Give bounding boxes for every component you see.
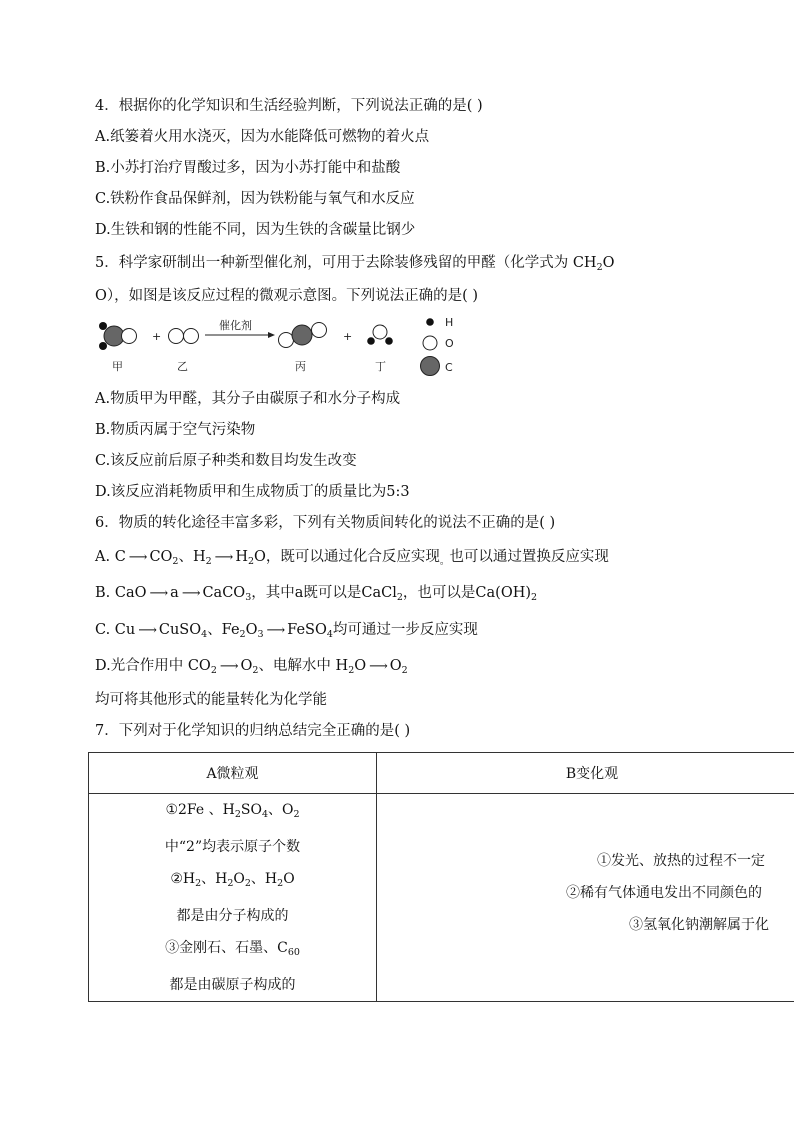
- q7-a-item3-line2: 都是由碳原子构成的: [169, 977, 296, 993]
- plus-1: +: [152, 330, 162, 343]
- q6-stem: 6．物质的转化途径丰富多彩，下列有关物质间转化的说法不正确的是( ): [95, 515, 556, 531]
- legend-o-atom: [423, 336, 437, 350]
- q7-a-item3: ③金刚石、石墨、$C_{60}$: [165, 940, 300, 958]
- molecule-bing: [279, 323, 327, 348]
- q7-a-item1-line2: 中“2”均表示原子个数: [164, 839, 301, 855]
- q5-option-b: B.物质丙属于空气污染物: [95, 422, 256, 438]
- q5-stem-line2: O），如图是该反应过程的微观示意图。下列说法正确的是( ): [95, 288, 479, 304]
- q6-option-b: B. CaO ⟶ a ⟶ CaCO$_3$，其中a既可以是CaCl$_2$，也可以是$Ca(OH)_2$: [95, 585, 538, 603]
- q5-stem-line1: 5．科学家研制出一种新型催化剂，可用于去除装修残留的甲醛（化学式为 $CH_2O$: [95, 255, 615, 273]
- q7-table: [88, 752, 794, 1002]
- q7-b-item2: ②稀有气体通电发出不同颜色的: [566, 885, 762, 901]
- q6-option-c: C. Cu ⟶ CuSO$_4$、$Fe_2O_3$ ⟶ FeSO$_4$均可通过一步反应实现: [95, 622, 478, 640]
- q4-option-d: D.生铁和钢的性能不同，因为生铁的含碳量比钢少: [95, 222, 416, 238]
- q6-option-a: A. C ⟶ $CO_2$、$H_2$ ⟶ $H_2O$，既可以通过化合反应实现$_。$也可以通过置换反应实现: [95, 549, 609, 567]
- atom-legend: [420, 316, 480, 378]
- q7-stem: 7．下列对于化学知识的归纳总结完全正确的是( ): [95, 723, 411, 739]
- label-jia: 甲: [112, 360, 123, 373]
- molecule-yi: [169, 329, 199, 344]
- label-ding: 丁: [375, 360, 386, 373]
- q7-a-item1: ①2Fe 、$H_2SO_4$、$O_2$: [165, 802, 300, 820]
- q4-option-a: A.纸篓着火用水浇灭，因为水能降低可燃物的着火点: [95, 129, 430, 145]
- catalyst-label: 催化剂: [219, 319, 252, 332]
- q4-option-c: C.铁粉作食品保鲜剂，因为铁粉能与氧气和水反应: [95, 191, 415, 207]
- legend-c-label: C: [445, 361, 453, 374]
- q7-header-a: A微粒观: [89, 753, 377, 794]
- q7-b-item1: ①发光、放热的过程不一定: [597, 853, 765, 869]
- label-yi: 乙: [177, 360, 188, 373]
- q5-option-c: C.该反应前后原子种类和数目均发生改变: [95, 453, 357, 469]
- q6-option-d: D.光合作用中 $CO_2$ ⟶ $O_2$、电解水中 $H_2O$ ⟶ $O_2$: [95, 658, 408, 676]
- legend-c-atom: [421, 357, 440, 376]
- molecule-jia: [99, 322, 137, 350]
- q7-b-item3: ③氢氧化钠潮解属于化: [629, 917, 769, 933]
- q7-a-item2: $②H_2$、$H_2O_2$、$H_2O$: [170, 871, 295, 889]
- q6-option-d-line2: 均可将其他形式的能量转化为化学能: [95, 692, 327, 708]
- q7-cell-a: [89, 794, 377, 1002]
- q4-option-b: B.小苏打治疗胃酸过多，因为小苏打能中和盐酸: [95, 160, 401, 176]
- q7-cell-b: [377, 794, 794, 1002]
- plus-2: +: [343, 330, 353, 343]
- legend-o-label: O: [445, 337, 454, 350]
- legend-h-label: H: [445, 316, 454, 329]
- q4-stem: 4．根据你的化学知识和生活经验判断，下列说法正确的是( ): [95, 98, 483, 114]
- reaction-diagram: [95, 318, 475, 378]
- q7-header-b: B变化观: [377, 753, 794, 794]
- q5-option-d: D.该反应消耗物质甲和生成物质丁的质量比为5:3: [95, 484, 410, 500]
- molecule-ding: [367, 325, 393, 345]
- label-bing: 丙: [295, 360, 306, 373]
- q5-option-a: A.物质甲为甲醛，其分子由碳原子和水分子构成: [95, 391, 401, 407]
- reaction-arrow: [268, 332, 275, 338]
- legend-h-atom: [426, 318, 434, 326]
- q7-a-item2-line2: 都是由分子构成的: [176, 908, 289, 924]
